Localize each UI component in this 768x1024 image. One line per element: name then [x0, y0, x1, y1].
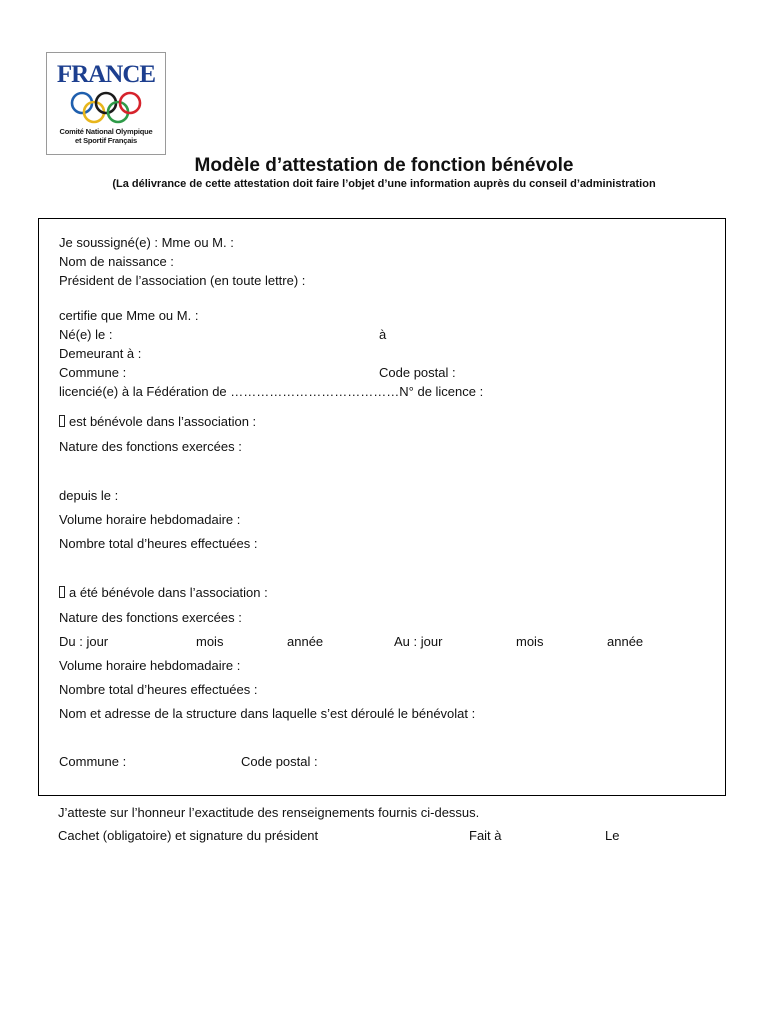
- past-volunteer-label: a été bénévole dans l’association :: [69, 585, 268, 600]
- to-day-label: Au : jour: [394, 634, 443, 649]
- licence-label: licencié(e) à la Fédération de …………………………………N° de licence :: [59, 384, 484, 399]
- from-month-label: mois: [196, 634, 224, 649]
- structure-label: Nom et adresse de la structure dans laquelle s’est déroulé le bénévolat :: [59, 706, 476, 721]
- structure-postal-code-label: Code postal :: [241, 754, 318, 769]
- date-label: Le: [605, 828, 620, 843]
- from-year-label: année: [287, 634, 324, 649]
- commune-label: Commune :: [59, 365, 127, 380]
- residing-label: Demeurant à :: [59, 346, 142, 361]
- olympic-rings-icon: [69, 91, 145, 125]
- since-label: depuis le :: [59, 488, 119, 503]
- current-functions-label: Nature des fonctions exercées :: [59, 439, 242, 454]
- logo-caption: Comité National Olympique et Sportif Français: [59, 127, 153, 145]
- signatory-label: Je soussigné(e) : Mme ou M. :: [59, 235, 234, 250]
- past-functions-label: Nature des fonctions exercées :: [59, 610, 242, 625]
- born-at-label: à: [379, 327, 387, 342]
- current-volunteer-row[interactable]: [59, 414, 256, 430]
- current-volunteer-checkbox[interactable]: [59, 415, 65, 427]
- cnosf-logo: [46, 52, 166, 155]
- done-at-label: Fait à: [469, 828, 502, 843]
- past-volunteer-checkbox[interactable]: [59, 586, 65, 598]
- born-on-label: Né(e) le :: [59, 327, 113, 342]
- current-weekly-hours-label: Volume horaire hebdomadaire :: [59, 512, 241, 527]
- to-year-label: année: [607, 634, 644, 649]
- postal-code-label: Code postal :: [379, 365, 456, 380]
- current-volunteer-label: est bénévole dans l’association :: [69, 414, 257, 429]
- from-day-label: Du : jour: [59, 634, 109, 649]
- past-weekly-hours-label: Volume horaire hebdomadaire :: [59, 658, 241, 673]
- certifies-label: certifie que Mme ou M. :: [59, 308, 199, 323]
- document-title: Modèle d’attestation de fonction bénévole: [194, 155, 574, 176]
- stamp-signature-label: Cachet (obligatoire) et signature du président: [58, 828, 319, 843]
- attestation-form: [38, 218, 726, 796]
- president-label: Président de l’association (en toute lettre) :: [59, 273, 306, 288]
- attestation-statement: J’atteste sur l’honneur l’exactitude des renseignements fournis ci-dessus.: [58, 805, 480, 820]
- past-total-hours-label: Nombre total d’heures effectuées :: [59, 682, 258, 697]
- past-volunteer-row[interactable]: [59, 585, 268, 601]
- structure-commune-label: Commune :: [59, 754, 127, 769]
- current-total-hours-label: Nombre total d’heures effectuées :: [59, 536, 258, 551]
- logo-wordmark: FRANCE: [56, 61, 156, 88]
- to-month-label: mois: [516, 634, 544, 649]
- birth-name-label: Nom de naissance :: [59, 254, 174, 269]
- document-subtitle: (La délivrance de cette attestation doit faire l’objet d’une information auprès du conseil d’administration: [112, 178, 656, 190]
